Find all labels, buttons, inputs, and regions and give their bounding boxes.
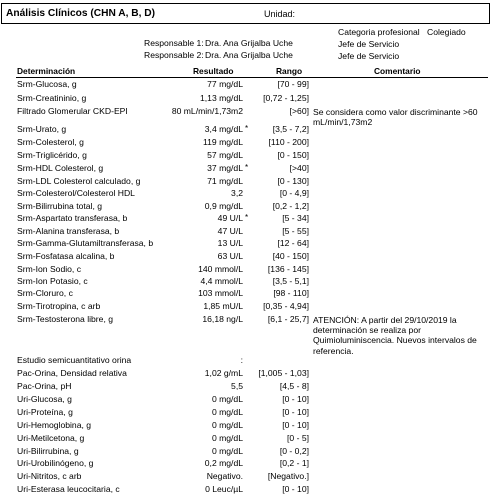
abnormal-flag: * bbox=[245, 163, 249, 172]
table-row bbox=[0, 485, 493, 498]
resultado-cell: 0 mg/dL bbox=[211, 433, 243, 443]
determinacion-cell: Estudio semicuantitativo orina bbox=[17, 355, 132, 365]
determinacion-cell: Srm-Bilirrubina total, g bbox=[17, 201, 103, 211]
resultado-cell: 37 mg/dL bbox=[207, 163, 243, 173]
rango-cell: [>60] bbox=[289, 106, 309, 116]
report-header-box bbox=[1, 3, 490, 24]
rango-cell: [0 - 5] bbox=[287, 433, 309, 443]
resultado-cell: 140 mmol/L bbox=[198, 264, 243, 274]
rango-cell: [5 - 55] bbox=[282, 226, 309, 236]
rango-cell: [4,5 - 8] bbox=[279, 381, 309, 391]
determinacion-cell: Srm-Gamma-Glutamiltransferasa, b bbox=[17, 238, 154, 248]
determinacion-cell: Srm-HDL Colesterol, g bbox=[17, 163, 104, 173]
colegiado-label: Colegiado bbox=[427, 27, 466, 37]
determinacion-cell: Srm-Colesterol/Colesterol HDL bbox=[17, 188, 135, 198]
determinacion-cell: Uri-Nitritos, c arb bbox=[17, 471, 82, 481]
report-title: Análisis Clínicos (CHN A, B, D) bbox=[6, 8, 156, 19]
abnormal-flag: * bbox=[245, 213, 249, 222]
rango-cell: [5 - 34] bbox=[282, 213, 309, 223]
determinacion-cell: Filtrado Glomerular CKD-EPI bbox=[17, 106, 128, 116]
responsable-2-name: Dra. Ana Grijalba Uche bbox=[205, 50, 293, 60]
table-row bbox=[0, 106, 493, 128]
resultado-cell: 103 mmol/L bbox=[198, 288, 243, 298]
resultado-cell: 4,4 mmol/L bbox=[200, 276, 243, 286]
determinacion-cell: Srm-Glucosa, g bbox=[17, 79, 77, 89]
column-header-resultado: Resultado bbox=[193, 66, 234, 76]
determinacion-cell: Srm-Aspartato transferasa, b bbox=[17, 213, 128, 223]
rango-cell: [0,2 - 1,2] bbox=[272, 201, 309, 211]
determinacion-cell: Srm-Creatininio, g bbox=[17, 93, 87, 103]
determinacion-cell: Srm-LDL Colesterol calculado, g bbox=[17, 176, 141, 186]
determinacion-cell: Srm-Colesterol, g bbox=[17, 137, 84, 147]
rango-cell: [3,5 - 7,2] bbox=[272, 124, 309, 134]
unidad-label: Unidad: bbox=[264, 9, 296, 19]
determinacion-cell: Uri-Proteína, g bbox=[17, 407, 73, 417]
resultado-cell: 3,2 bbox=[231, 188, 243, 198]
resultado-cell: 0 mg/dL bbox=[211, 394, 243, 404]
table-row bbox=[0, 80, 493, 93]
abnormal-flag: * bbox=[245, 124, 249, 133]
rango-cell: [0,2 - 1] bbox=[279, 458, 309, 468]
determinacion-cell: Srm-Cloruro, c bbox=[17, 288, 73, 298]
resultado-cell: 0,9 mg/dL bbox=[204, 201, 243, 211]
determinacion-cell: Uri-Bilirrubina, g bbox=[17, 446, 79, 456]
rango-cell: [98 - 110] bbox=[273, 288, 309, 298]
rango-cell: [0 - 10] bbox=[282, 420, 309, 430]
resultado-cell: 71 mg/dL bbox=[207, 176, 243, 186]
categoria-label: Categoria profesional bbox=[338, 27, 420, 37]
responsable-1-role: Jefe de Servicio bbox=[338, 39, 400, 49]
rango-cell: [0 - 10] bbox=[282, 394, 309, 404]
resultado-cell: 0 mg/dL bbox=[211, 420, 243, 430]
rango-cell: [0,72 - 1,25] bbox=[263, 93, 309, 103]
responsable-1-name: Dra. Ana Grijalba Uche bbox=[205, 38, 293, 48]
resultado-cell: 5,5 bbox=[231, 381, 243, 391]
resultado-cell: : bbox=[240, 355, 243, 365]
column-header-comentario: Comentario bbox=[374, 66, 421, 76]
determinacion-cell: Srm-Ion Potasio, c bbox=[17, 276, 88, 286]
table-row bbox=[0, 369, 493, 382]
resultado-cell: 13 U/L bbox=[217, 238, 243, 248]
determinacion-cell: Srm-Ion Sodio, c bbox=[17, 264, 81, 274]
determinacion-cell: Srm-Urato, g bbox=[17, 124, 67, 134]
comentario-cell: ATENCIÓN: A partir del 29/10/2019 la determinación se realiza por Quimioluminiscencia. Nuevos intervalos de referencia. bbox=[313, 315, 477, 356]
determinacion-cell: Pac-Orina, pH bbox=[17, 381, 72, 391]
table-row bbox=[0, 382, 493, 395]
rango-cell: [0 - 150] bbox=[277, 150, 309, 160]
rango-cell: [0,35 - 4,94] bbox=[263, 301, 309, 311]
rango-cell: [70 - 99] bbox=[277, 79, 309, 89]
resultado-cell: 80 mL/min/1,73m2 bbox=[171, 106, 243, 116]
rango-cell: [40 - 150] bbox=[272, 251, 309, 261]
resultado-cell: 1,02 g/mL bbox=[204, 368, 243, 378]
responsable-2-role: Jefe de Servicio bbox=[338, 51, 400, 61]
rango-cell: [0 - 4,9] bbox=[279, 188, 309, 198]
determinacion-cell: Srm-Testosterona libre, g bbox=[17, 314, 113, 324]
determinacion-cell: Srm-Tirotropina, c arb bbox=[17, 301, 101, 311]
determinacion-cell: Pac-Orina, Densidad relativa bbox=[17, 368, 127, 378]
rango-cell: [136 - 145] bbox=[267, 264, 309, 274]
column-header-rango: Rango bbox=[276, 66, 303, 76]
rango-cell: [0 - 10] bbox=[282, 407, 309, 417]
determinacion-cell: Srm-Alanina transferasa, b bbox=[17, 226, 120, 236]
table-row bbox=[0, 395, 493, 408]
determinacion-cell: Srm-Fosfatasa alcalina, b bbox=[17, 251, 115, 261]
resultado-cell: Negativo. bbox=[206, 471, 243, 481]
resultado-cell: 0 mg/dL bbox=[211, 446, 243, 456]
table-row bbox=[0, 314, 493, 356]
resultado-cell: 0,2 mg/dL bbox=[204, 458, 243, 468]
resultado-cell: 63 U/L bbox=[217, 251, 243, 261]
header-divider bbox=[16, 77, 488, 78]
resultado-cell: 57 mg/dL bbox=[207, 150, 243, 160]
resultado-cell: 3,4 mg/dL bbox=[204, 124, 243, 134]
rango-cell: [0 - 130] bbox=[277, 176, 309, 186]
resultado-cell: 1,85 mU/L bbox=[203, 301, 243, 311]
determinacion-cell: Uri-Hemoglobina, g bbox=[17, 420, 92, 430]
column-header-determinacion: Determinación bbox=[17, 66, 76, 76]
responsable-1-label: Responsable 1: bbox=[144, 38, 204, 48]
determinacion-cell: Uri-Glucosa, g bbox=[17, 394, 72, 404]
resultado-cell: 16,18 ng/L bbox=[202, 314, 243, 324]
rango-cell: [1,005 - 1,03] bbox=[258, 368, 309, 378]
rango-cell: [Negativo.] bbox=[267, 471, 309, 481]
resultado-cell: 119 mg/dL bbox=[203, 137, 243, 147]
rango-cell: [3,5 - 5,1] bbox=[272, 276, 309, 286]
rango-cell: [110 - 200] bbox=[268, 137, 309, 147]
resultado-cell: 0 mg/dL bbox=[211, 407, 243, 417]
rango-cell: [6,1 - 25,7] bbox=[267, 314, 309, 324]
resultado-cell: 47 U/L bbox=[217, 226, 243, 236]
determinacion-cell: Uri-Metilcetona, g bbox=[17, 433, 85, 443]
determinacion-cell: Uri-Urobilinógeno, g bbox=[17, 458, 94, 468]
determinacion-cell: Uri-Esterasa leucocitaria, c bbox=[17, 484, 120, 494]
determinacion-cell: Srm-Triglicérido, g bbox=[17, 150, 87, 160]
rango-cell: [0 - 0,2] bbox=[279, 446, 309, 456]
resultado-cell: 77 mg/dL bbox=[207, 79, 243, 89]
rango-cell: [12 - 64] bbox=[277, 238, 309, 248]
responsable-2-label: Responsable 2: bbox=[144, 50, 204, 60]
resultado-cell: 49 U/L bbox=[217, 213, 243, 223]
rango-cell: [>40] bbox=[289, 163, 309, 173]
resultado-cell: 1,13 mg/dL bbox=[200, 93, 243, 103]
rango-cell: [0 - 10] bbox=[282, 484, 309, 494]
resultado-cell: 0 Leuc/µL bbox=[205, 484, 243, 494]
comentario-cell: Se considera como valor discriminante >60 mL/min/1,73m2 bbox=[313, 107, 478, 128]
